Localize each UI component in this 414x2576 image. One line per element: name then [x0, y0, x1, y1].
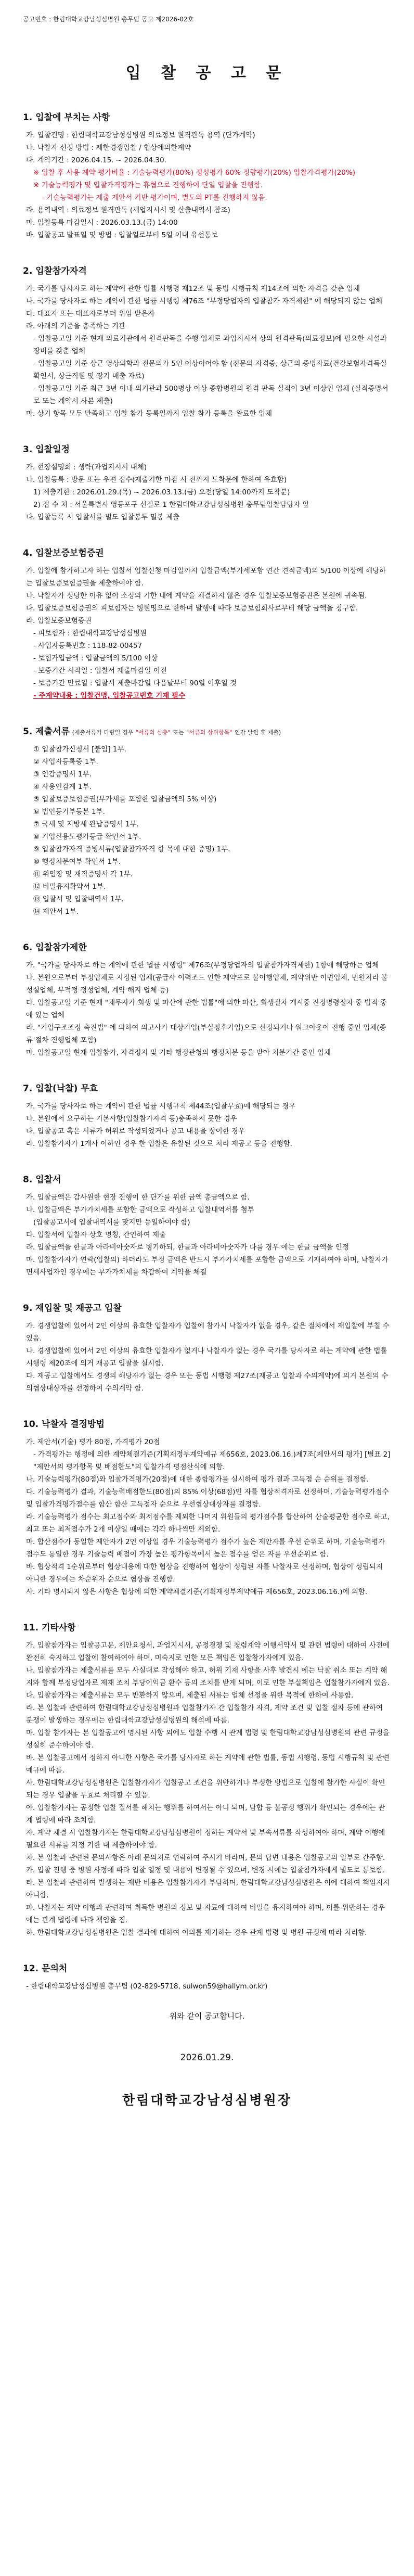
s3-line: 다. 입찰등록 시 입찰서를 별도 입찰봉투 밀봉 제출: [26, 513, 180, 521]
section-1-title: 1. 입찰에 부치는 사항: [23, 112, 110, 123]
section-12: [23, 1961, 391, 1993]
s11-line: 차. 본 입찰과 관련된 문의사항은 아래 문의처로 연락하여 주시기 바라며, 문의 답변 내용은 입찰공고의 일부로 간주함.: [26, 1854, 385, 1862]
s11-line: 마. 입찰 참가자는 본 입찰공고에 명시된 사항 외에도 입찰 수행 시 관계 법령 및 한림대학교강남성심병원의 관련 규정을 성실히 준수하여야 함.: [26, 1729, 392, 1750]
s10-sub: - 가격평가는 행정에 의한 계약체결기준(기획재정부계약예규 제656호, 2023.06.16.)제7조[제안서의 평가] [별표 2] "제안서의 평가항목 및 배점한도"의 입찰가격 평점산식에 의함.: [33, 1450, 393, 1471]
s11-line: 바. 본 입찰공고에서 정하지 아니한 사항은 국가를 당사자로 하는 계약에 관한 법률, 동법 시행령, 동법 시행규칙 및 관련 예규에 따름.: [26, 1754, 392, 1775]
s10-line: 라. 기술능력평가 점수는 최고점수와 최저점수를 제외한 나머지 위원들의 평가점수를 합산하여 산술평균한 점수로 하고, 최고 또는 최저점수가 2개 이상일 때에는 각각 하나씩만 제외함.: [26, 1513, 392, 1534]
section-1: [23, 110, 391, 241]
s3-line: 가. 현장설명회 : 생략(과업지시서 대체): [26, 463, 147, 471]
s8-line: 라. 입찰금액을 한글과 아라비아숫자로 병기하되, 한글과 아라비아숫자가 다를 경우 에는 한글 금액을 인정: [26, 1243, 349, 1252]
s11-line: 하. 한림대학교강남성심병원은 입찰 결과에 대하여 이의를 제기하는 경우 관계 법령 및 병원 규정에 따라 처리함.: [26, 1929, 367, 1937]
section-9-title: 9. 재입찰 및 재공고 입찰: [23, 1303, 122, 1313]
section-10-title: 10. 낙찰자 결정방법: [23, 1419, 105, 1430]
s8-line: 가. 입찰금액은 감사원한 현장 진행이 한 단가를 위한 금액 총금액으로 함.: [26, 1193, 250, 1202]
s3-sub: 2) 접 수 처 : 서울특별시 영등포구 신길로 1 한림대학교강남성심병원 총무팀입찰담당자 앞: [33, 501, 309, 509]
s9-line: 다. 재공고 입찰에서도 경쟁의 해당자가 없는 경우 또는 동법 시행령 제27조(재공고 입찰과 수의계약)에 의거 본원의 수의협상대상자를 선정하여 수의계약 함.: [26, 1372, 389, 1393]
s1-line: 가. 입찰건명 : 한림대학교강남성심병원 의료정보 원격관독 용역 (단가계약): [26, 131, 255, 139]
s8-sub: (입찰공고서에 입찰내역서를 맞지만 등일하여야 함): [33, 1218, 190, 1227]
section-5-title-text: 5. 제출서류: [23, 726, 70, 737]
s10-line: 나. 기술능력평가(80점)와 입찰가격평가(20점)에 대한 종합평가를 실시하여 평가 결과 고득점 순 순위를 결정함.: [26, 1475, 369, 1484]
section-9: [23, 1300, 391, 1395]
section-6-title: 6. 입찰참가제한: [23, 942, 87, 953]
s10-line: 바. 협상적격 1순위로부터 협상내용에 대한 협상을 진행하여 협상이 성립된 자를 낙찰자로 선정하며, 협상이 성립되지 아니한 경우에는 차순위자 순으로 협상을 진행함.: [26, 1563, 385, 1584]
s11-line: 나. 입찰참가자는 제출서류를 모두 사실대로 작성해야 하고, 허위 기재 사항을 사후 발견시 에는 낙찰 취소 또는 계약 해지와 함께 부정당업자로 제재 조치 부당이익금 환수 등의 조치를 받게 되며, 이로 인한 부실책임은 입찰참가자에게 있음.: [26, 1666, 390, 1687]
s11-line: 가. 입찰참가자는 입찰공고문, 제안요청서, 과업지시서, 공정경쟁 및 청렴계약 이행서약서 및 관련 법령에 대하여 사전에 완전히 숙지하고 입찰에 참여하여야 하며, 미숙지로 인한 모든 책임은 입찰참가자에게 있음.: [26, 1641, 392, 1662]
s5-item: ⑭ 제안서 1부.: [33, 908, 79, 916]
s6-line: 마. 입찰공고일 현재 입찰참가, 자격정지 및 기타 행정관청의 행정처분 등을 받아 처분기간 중인 업체: [26, 1049, 331, 1057]
s2-line: 라. 아래의 기준을 충족하는 기관: [26, 322, 125, 330]
s5-note-mid: 또는: [173, 729, 184, 736]
section-4: [23, 545, 391, 702]
s1-line: 나. 낙찰자 선정 방법 : 제한경쟁입찰 / 협상에의한계약: [26, 144, 191, 152]
s9-line: 가. 경쟁입찰에 있어서 2인 이상의 유효한 입찰자가 입찰에 참가시 낙찰자가 없을 경우, 같은 절차에서 재입찰에 부칠 수 있음.: [26, 1322, 392, 1343]
s2-sub: - 입찰공고일 기준 현재 의료기관에서 원격판독을 수행 업체로 과업지시서 상의 원격판독(의료정보)에 필요한 시설과 장비를 갖춘 업체: [33, 335, 390, 355]
s11-line: 다. 입찰참가자는 제출서류는 모두 반환하지 않으며, 제출된 서류는 업체 선정을 위한 목적에 한하여 사용함.: [26, 1691, 354, 1700]
s5-item: ⑥ 법인등기부등본 1부.: [33, 808, 105, 816]
s4-line: 라. 입찰보증보험증권: [26, 617, 92, 625]
section-5-title: [23, 724, 391, 737]
s4-line: 다. 입찰보증보험증권의 피보험자는 병원명으로 한하며 발행에 따라 보증보험회사로부터 해당 금액을 청구함.: [26, 604, 358, 613]
s5-item: ⑬ 입찰서 및 입찰내역서 1부.: [33, 895, 124, 903]
section-11-title: 11. 기타사항: [23, 1623, 76, 1633]
s11-line: 파. 낙찰자는 계약 이행과 관련하여 취득한 병원의 정보 및 자료에 대하여 비밀을 유지하여야 하며, 이를 위반하는 경우에는 관계 법령에 따라 책임을 짐.: [26, 1904, 385, 1924]
s8-line: 다. 입찰서에 입찰자 상호 명칭, 간인하여 제출: [26, 1231, 166, 1239]
s5-item: ⑩ 행정처분여부 확인서 1부.: [33, 858, 121, 866]
s3-line: 나. 입찰등록 : 방문 또는 우편 접수(제출기한 마감 시 전까지 도착분에 한하여 유효함): [26, 476, 287, 484]
section-11: [23, 1620, 391, 1939]
section-3-title: 3. 입찰일정: [23, 444, 70, 455]
s3-sub: 1) 제출기한 : 2026.01.29.(목) ~ 2026.03.13.(금) 오전(당일 14:00까지 도착분): [33, 488, 290, 496]
s11-line: 타. 본 입찰과 관련하여 발생하는 제반 비용은 입찰참가자가 부담하며, 한림대학교강남성심병원은 이에 대하여 책임지지 아니함.: [26, 1879, 392, 1899]
s7-line: 나. 본원에서 요구하는 기본사항(입찰참가자격 등)충족하지 못한 경우: [26, 1115, 237, 1123]
s11-line: 사. 한림대학교강남성심병원은 입찰참가자가 입찰공고 조건을 위반하거나 부정한 방법으로 입찰에 참가한 사실이 확인되는 경우 입찰을 무효로 처리할 수 있음.: [26, 1779, 385, 1800]
section-12-title: 12. 문의처: [23, 1963, 68, 1974]
s6-line: 나. 본원으로부터 부정업체로 지정된 업체(공급사 이력조드 인한 재약포로 불이행업체, 계약위반 이면업체, 민원처리 불성실업체, 부적정 정성업체, 계약 해지 업체 등): [26, 974, 388, 994]
s2-line: 나. 국가를 당사자로 하는 계약에 관한 법률 시행령 제76조 "부정당업자의 입찰참가 자격제한" 에 해당되지 않는 업체: [26, 297, 383, 305]
s4-sub: - 사업자등록번호 : 118-82-00457: [33, 642, 143, 650]
notice-number: 공고번호 : 한림대학교강남성심병원 총무팀 공고 제2026-02호: [23, 16, 194, 23]
s4-sub: - 보증기간 시작일 : 입찰서 제출마감일 이전: [33, 667, 167, 675]
s6-line: 다. 입찰공고일 기준 현재 "채무자가 회생 및 파산에 관한 법률"에 의한 파산, 회생절차 개시중 진정명령절차 중 법적 중에 있는 업체: [26, 999, 387, 1019]
s1-line: 바. 입찰공고 발표일 및 방법 : 입찰일로부터 5일 이내 유선통보: [26, 231, 218, 239]
s4-sub: - 보증기간 만료일 : 입찰서 제출마감일 다음날부터 90일 이후일 것: [33, 679, 237, 687]
s2-sub: - 입찰공고일 기준 최근 3년 이내 의기관과 500병상 이상 종합병원의 원격 판독 실적이 3년 이상인 업체 (실적증명서로 또는 계약서 사본 제출): [33, 385, 389, 405]
page-title: 입 찰 공 고 문: [125, 64, 289, 82]
s5-item: ⑫ 비밀유지확약서 1부.: [33, 883, 106, 891]
s5-item: ② 사업자등록증 1부.: [33, 758, 98, 766]
s5-item: ⑤ 입찰보증보험증권(부가세를 포함한 입찰금액의 5% 이상): [33, 795, 217, 804]
section-6: [23, 940, 391, 1059]
s10-line: 다. 기술능력평가 결과, 기술능력배점한도(80점)의 85% 이상(68점)인 자를 협상적격자로 선정하며, 기술능력평가점수 및 입찰가격평가점수를 합산 합산 고득점자 순으로 우선협상대상자를 결정함.: [26, 1488, 391, 1509]
closing-statement: 위와 같이 공고합니다.: [169, 2011, 245, 2021]
s1-line: 라. 용역내역 : 의료정보 원격판독 (세업지시서 및 산출내역서 참조): [26, 206, 230, 214]
section-3: [23, 442, 391, 524]
s6-line: 라. "기업구조조정 촉진법" 에 의하여 의고사가 대상기업(부실징후기업)으로 선정되거나 워크아웃이 진행 중인 업체(종류 절차 진행업체 포함): [26, 1024, 386, 1044]
s1-note: ※ 입찰 후 사용 계약 평가비율 : 기술능력평가(80%) 정성평가 60% 정량평가(20%) 입찰가격평가(20%): [33, 169, 355, 177]
s7-line: 라. 입찰참가자가 1개사 이하인 경우 한 입찰은 유찰된 것으로 처리 재공고 등을 진행함.: [26, 1140, 293, 1148]
s5-item: ③ 인감증명서 1부.: [33, 770, 92, 779]
s5-item: ⑪ 위임장 및 재직증명서 각 1부.: [33, 870, 133, 878]
s5-item: ⑦ 국세 및 지방세 완납증명서 1부.: [33, 820, 139, 828]
s7-line: 가. 국가를 당사자로 하는 계약에 관한 법률 시행규칙 제44조(입찰무효)에 해당되는 경우: [26, 1102, 296, 1111]
s11-line: 라. 본 입찰과 관련하여 한림대학교강남성심병원과 입찰참가자 간 입찰참가 자격, 계약 조건 및 입찰 절차 등에 관하여 분쟁이 발생하는 경우에는 한림대학교강남성심병원의 해석에 따름.: [26, 1704, 385, 1725]
s9-line: 나. 경쟁입찰에 있어서 2인 이상의 유효한 입찰자가 없거나 낙찰자가 없는 경우 국가를 당사자로 하는 계약에 관한 법률 시행령 제20조에 의거 재공고 입찰을 실시함.: [26, 1347, 390, 1368]
s2-line: 가. 국가를 당사자로 하는 계약에 관한 법률 시행령 제12조 및 동법 시행규칙 제14조에 의한 자격을 갖춘 업체: [26, 285, 360, 293]
section-7: [23, 1081, 391, 1150]
announcement-date: 2026.01.29.: [180, 2052, 234, 2063]
s5-item: ④ 사용인감계 1부.: [33, 783, 92, 791]
contact-line: - 한림대학교강남성심병원 총무팀 (02-829-5718, sulwon59@hallym.or.kr): [26, 1982, 268, 1991]
section-2-title: 2. 입찰참가자격: [23, 266, 87, 276]
s1-note: ※ 기술능력평가 및 입찰가격평가는 휴협으로 진행하여 단일 입찰을 진행함.: [33, 181, 263, 189]
s4-sub: - 보험가입금액 : 입찰금액의 5/100 이상: [33, 654, 158, 662]
s8-line: 나. 입찰금액은 부가가치세를 포함한 금액으로 작성하고 입찰내역서를 첨부: [26, 1206, 254, 1214]
s1-note: - 기술능력평가는 제출 제안서 기반 평가이며, 별도의 PT를 진행하지 않음.: [42, 194, 267, 202]
section-7-title: 7. 입찰(낙찰) 무효: [23, 1083, 98, 1094]
section-8: [23, 1172, 391, 1279]
s4-sub: - 피보험자 : 한림대학교강남성심병원: [33, 629, 147, 637]
s4-required-note: - 주계약내용 : 입찰건명, 입찰공고번호 기재 필수: [33, 692, 186, 700]
section-5: [23, 724, 391, 918]
s11-line: 아. 입찰참가자는 공정한 입찰 질서를 해치는 행위를 하여서는 아니 되며, 담합 등 불공정 행위가 확인되는 경우에는 관계 법령에 따라 조치함.: [26, 1804, 385, 1825]
s2-line: 다. 대표자 또는 대표자로부터 위임 받은자: [26, 310, 155, 318]
s1-line: 마. 입찰등록 마감일시 : 2026.03.13.(금) 14:00: [26, 219, 178, 227]
s5-item: ⑨ 입찰참가자격 증빙서류(입찰참가자격 항 목에 대한 증명) 1부.: [33, 845, 230, 853]
signer-name: 한림대학교강남성심병원장: [122, 2093, 292, 2108]
s8-line: 마. 입찰참가자가 연락(입찰의) 하더라도 부정 금액은 반드시 부가가치세를 포함한 금액으로 기재하여야 하며, 낙찰자가 면세사업자인 경우에는 부가가치세를 차감하여 계약을 체결: [26, 1256, 391, 1277]
s6-line: 가. "국가를 당사자로 하는 계약에 관한 법률 시행령" 제76조(부정당업자의 입찰참가자격제한) 1항에 해당하는 업체: [26, 961, 379, 970]
s2-sub: - 입찰공고일 기준 상근 영상의학과 전문의가 5인 이상이어야 함 (전문의 자격증, 상근의 증빙자료(건강보험자격득실확인서, 상근직원 및 장기 매출 자료): [33, 360, 387, 380]
section-4-title: 4. 입찰보증보험증권: [23, 548, 104, 558]
s11-line: 자. 계약 체결 시 입찰참가자는 한림대학교강남성심병원이 정하는 계약서 및 부속서류를 작성하여야 하며, 계약 이행에 필요한 서류를 지정 기한 내 제출하여야 함.: [26, 1829, 387, 1850]
s4-line: 나. 낙찰자가 정당한 이유 없이 소정의 기한 내에 계약을 체결하지 않은 경우 입찰보증보험증권은 본원에 귀속됨.: [26, 592, 367, 600]
s5-item: ⑧ 기업신용도평가등급 확인서 1부.: [33, 833, 141, 841]
s2-line: 마. 상기 항목 모두 만족하고 입찰 참가 등록일까지 입찰 참가 등록을 완료한 업체: [26, 410, 273, 418]
section-10: [23, 1417, 391, 1598]
s5-note-red-2: "서류의 상위항목": [186, 729, 232, 736]
s4-line: 가. 입찰에 참가하고자 하는 입찰서 입찰신청 마감일까지 입찰금액(부가세포함 연간 견적금액)의 5/100 이상에 해당하는 입찰보증보험증권을 제출하여야 함.: [26, 567, 386, 588]
s10-line: 사. 기타 명시되지 않은 사항은 협상에 의한 계약체결기준(기획재정부계약예규 제656호, 2023.06.16.)에 의함.: [26, 1588, 368, 1596]
s5-note-red-1: "서류의 심층": [135, 729, 171, 736]
s11-line: 카. 입찰 진행 중 병원 사정에 따라 입찰 일정 및 내용이 변경될 수 있으며, 변경 시에는 입찰참가자에게 별도로 통보함.: [26, 1866, 385, 1874]
s10-line: 가. 제안서(기술) 평가 80점, 가격평가 20점: [26, 1438, 160, 1446]
s10-line: 마. 합산점수가 동일한 제안자가 2인 이상일 경우 기술능력평가 점수가 높은 제안자를 우선 순위로 하며, 기술능력평가 점수도 동일한 경우 기술능력 배점이 가장 높은 평가항목에서 높은 점수를 얻은 자를 우선순위로 함.: [26, 1538, 387, 1559]
s7-line: 다. 입찰공고 혹은 서류가 허위로 작성되었거나 공고 내용을 상이한 경우: [26, 1127, 245, 1136]
section-8-title: 8. 입찰서: [23, 1175, 61, 1185]
s5-item: ① 입찰참가신청서 [붙임] 1부.: [33, 745, 126, 754]
s5-note-start: (제출서류가 다량일 경우: [72, 729, 134, 736]
s5-note-end: 인감 날인 후 제출): [234, 729, 281, 736]
section-2: [23, 263, 391, 420]
s1-line: 다. 계약기간 : 2026.04.15. ~ 2026.04.30.: [26, 156, 166, 164]
